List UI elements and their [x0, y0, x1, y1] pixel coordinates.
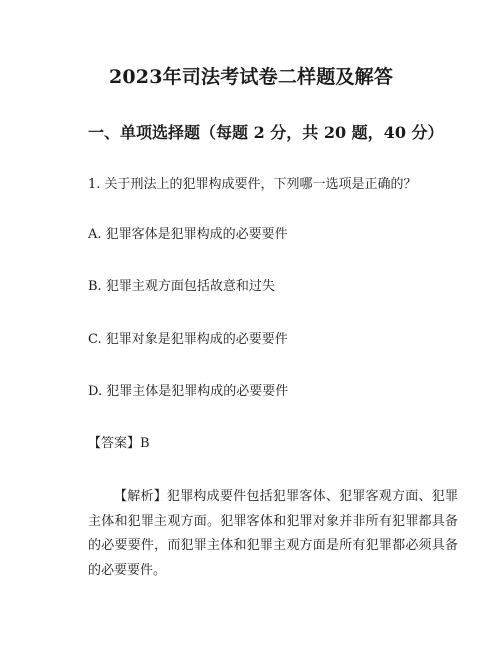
document-title: 2023年司法考试卷二样题及解答 — [108, 66, 394, 88]
option-b: B. 犯罪主观方面包括故意和过失 — [88, 279, 275, 294]
section-heading: 一、单项选择题（每题 2 分，共 20 题，40 分） — [88, 123, 444, 142]
answer-text: 【答案】B — [88, 436, 150, 451]
explanation-paragraph: 【解析】犯罪构成要件包括犯罪客体、犯罪客观方面、犯罪主体和犯罪主观方面。犯罪客体和犯罪对象并非所有犯罪都具备的必要要件，而犯罪主体和犯罪主观方面是所有犯罪都必须具备的必要要件。 — [88, 489, 458, 578]
option-a: A. 犯罪客体是犯罪构成的必要要件 — [88, 227, 288, 242]
option-d: D. 犯罪主体是犯罪构成的必要要件 — [88, 384, 289, 399]
question-text: 1. 关于刑法上的犯罪构成要件，下列哪一选项是正确的？ — [88, 177, 417, 192]
option-c: C. 犯罪对象是犯罪构成的必要要件 — [88, 332, 288, 347]
